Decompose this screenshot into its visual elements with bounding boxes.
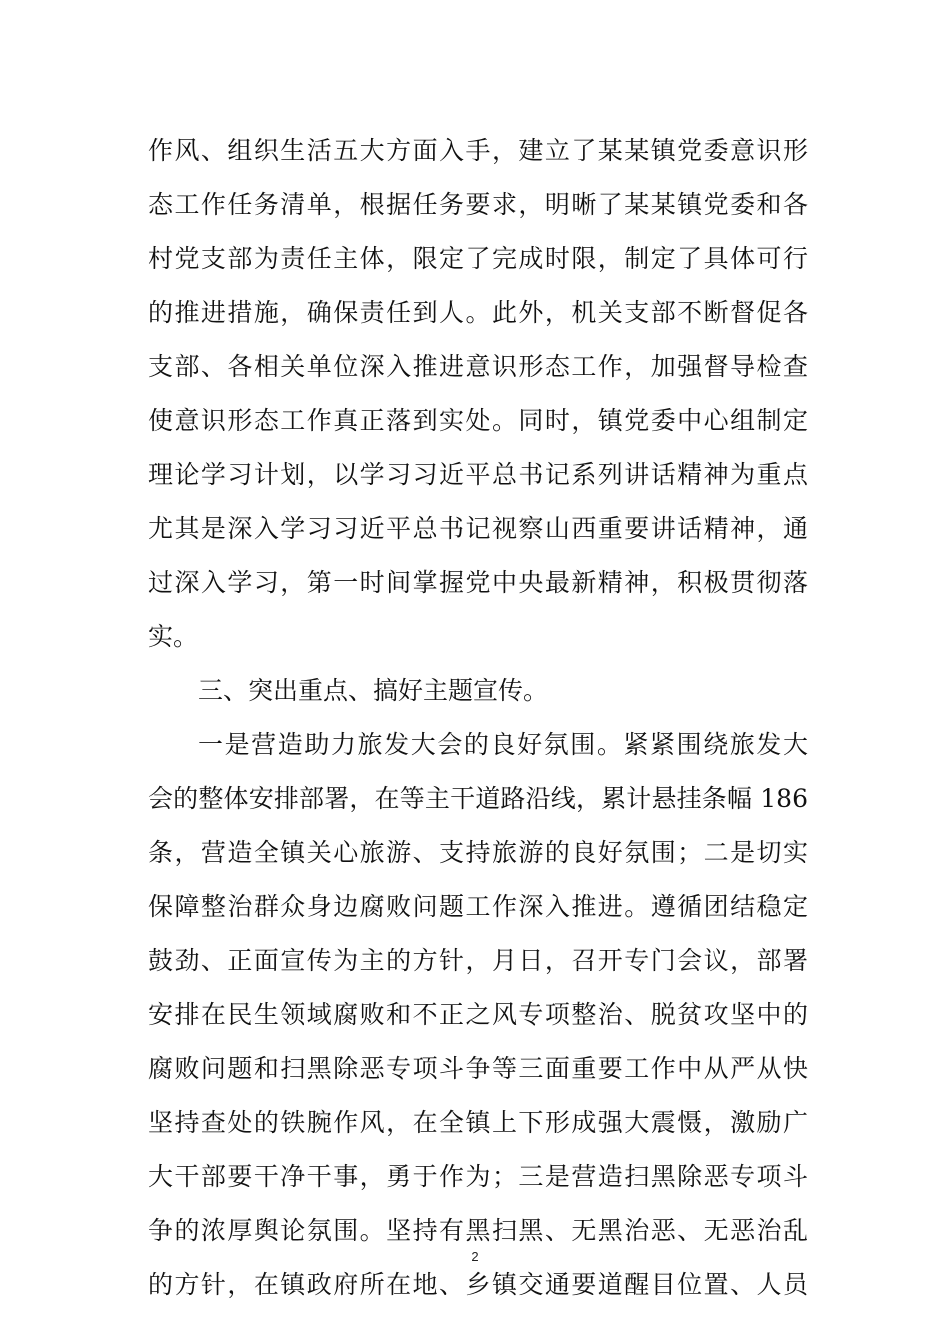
body-text-line: 安排在民生领域腐败和不正之风专项整治、脱贫攻坚中的 (148, 1000, 808, 1029)
body-text-line: 村党支部为责任主体，限定了完成时限，制定了具体可行 (148, 244, 808, 273)
body-text-line: 的方针，在镇政府所在地、乡镇交通要道醒目位置、人员 (148, 1270, 808, 1299)
body-text-line: 条，营造全镇关心旅游、支持旅游的良好氛围；二是切实 (148, 838, 808, 867)
body-text-line: 过深入学习，第一时间掌握党中央最新精神，积极贯彻落 (148, 568, 808, 597)
body-text-line: 态工作任务清单，根据任务要求，明晰了某某镇党委和各 (148, 190, 808, 219)
section-heading: 三、突出重点、搞好主题宣传。 (198, 676, 549, 705)
body-text-line: 会的整体安排部署，在等主干道路沿线，累计悬挂条幅 186 (148, 784, 808, 813)
body-text-line: 理论学习计划，以学习习近平总书记系列讲话精神为重点 (148, 460, 808, 489)
body-text-line: 尤其是深入学习习近平总书记视察山西重要讲话精神，通 (148, 514, 808, 543)
body-text-line: 使意识形态工作真正落到实处。同时，镇党委中心组制定 (148, 406, 808, 435)
body-text-line: 作风、组织生活五大方面入手，建立了某某镇党委意识形 (148, 136, 808, 165)
body-text-line: 大干部要干净干事，勇于作为；三是营造扫黑除恶专项斗 (148, 1162, 808, 1191)
body-text-line: 实。 (148, 622, 199, 651)
body-text-line: 鼓劲、正面宣传为主的方针，月日，召开专门会议，部署 (148, 946, 808, 975)
body-text-line: 争的浓厚舆论氛围。坚持有黑扫黑、无黑治恶、无恶治乱 (148, 1216, 808, 1245)
body-text-line: 一是营造助力旅发大会的良好氛围。紧紧围绕旅发大 (198, 730, 808, 759)
body-text-line: 坚持查处的铁腕作风，在全镇上下形成强大震慑，激励广 (148, 1108, 808, 1137)
page-number: 2 (471, 1249, 479, 1264)
body-text-line: 保障整治群众身边腐败问题工作深入推进。遵循团结稳定 (148, 892, 808, 921)
body-text-line: 的推进措施，确保责任到人。此外，机关支部不断督促各 (148, 298, 808, 327)
body-text-line: 腐败问题和扫黑除恶专项斗争等三面重要工作中从严从快 (148, 1054, 808, 1083)
body-text-line: 支部、各相关单位深入推进意识形态工作，加强督导检查 (148, 352, 808, 381)
